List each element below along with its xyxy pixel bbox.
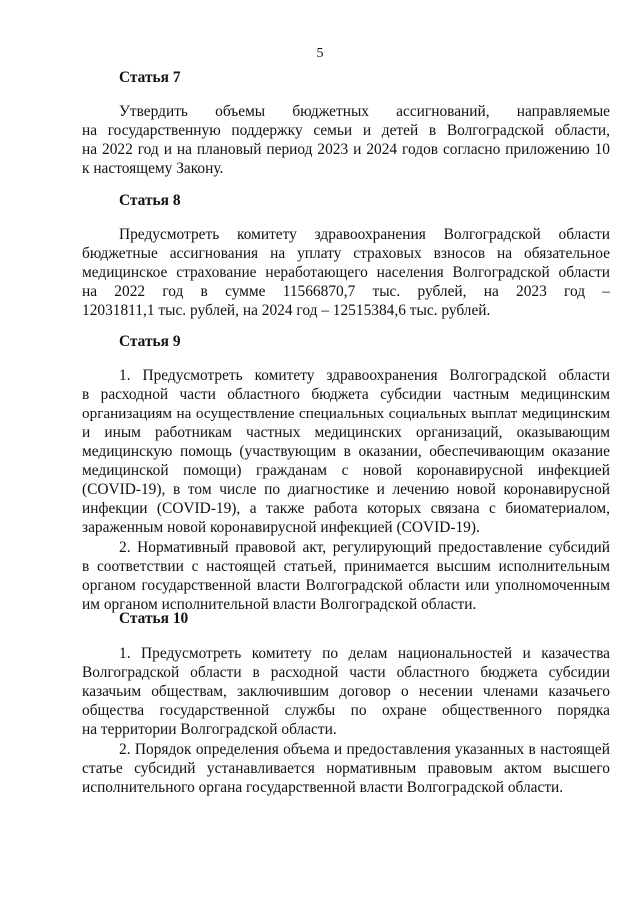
text-line: статье субсидий устанавливается нормативным правовым актом высшего	[82, 760, 610, 777]
text-line: в расходной части областного бюджета субсидии частным медицинским	[82, 386, 610, 403]
text-line: исполнительного органа государственной власти Волгоградской области.	[82, 779, 564, 796]
article-8-paragraph	[82, 225, 610, 320]
text-line: инфекции (COVID-19), а также работа которых связана с биоматериалом,	[82, 500, 610, 517]
article-9-paragraph-2	[82, 538, 610, 614]
text-line: на территории Волгоградской области.	[82, 721, 337, 738]
text-line: организациям на осуществление специальных социальных выплат медицинским	[82, 405, 610, 422]
text-line: Предусмотреть комитету здравоохранения Волгоградской области	[119, 226, 610, 243]
article-7-heading: Статья 7	[119, 69, 181, 86]
text-line: медицинскую помощь (участвующим в оказании, обеспечивающим оказание	[82, 443, 610, 460]
text-line: бюджетные ассигнования на уплату страховых взносов на обязательное	[82, 245, 610, 262]
text-line: к настоящему Закону.	[82, 160, 224, 177]
article-7-paragraph	[82, 102, 610, 178]
text-line: в соответствии с настоящей статьей, принимается высшим исполнительным	[82, 558, 610, 575]
page-number: 5	[316, 46, 324, 61]
article-10-paragraph-2	[82, 740, 610, 797]
text-line: на государственную поддержку семьи и детей в Волгоградской области,	[82, 122, 610, 139]
article-10-heading: Статья 10	[119, 610, 189, 627]
text-line: Волгоградской области в расходной части областного бюджета субсидии	[82, 664, 610, 681]
text-line: им органом исполнительной власти Волгоградской области.	[82, 596, 477, 613]
article-10-paragraph-1	[82, 644, 610, 739]
text-line: Утвердить объемы бюджетных ассигнований, направляемые	[119, 103, 610, 120]
article-8-heading: Статья 8	[119, 192, 181, 209]
text-line: органом государственной власти Волгоградской области или уполномоченным	[82, 577, 610, 594]
text-line: на 2022 год в сумме 11566870,7 тыс. рублей, на 2023 год –	[82, 283, 610, 300]
text-line: зараженным новой коронавирусной инфекцией (COVID-19).	[82, 519, 480, 536]
article-9-paragraph-1	[82, 366, 610, 537]
text-line: 12031811,1 тыс. рублей, на 2024 год – 12515384,6 тыс. рублей.	[82, 302, 491, 319]
text-line: 1. Предусмотреть комитету здравоохранения Волгоградской области	[119, 367, 610, 384]
text-line: общества государственной службы по охране общественного порядка	[82, 702, 610, 719]
text-line: медицинской помощи) гражданам с новой коронавирусной инфекцией	[82, 462, 610, 479]
article-9-heading: Статья 9	[119, 333, 181, 350]
text-line: медицинское страхование неработающего населения Волгоградской области	[82, 264, 610, 281]
text-line: на 2022 год и на плановый период 2023 и 2024 годов согласно приложению 10	[82, 141, 610, 158]
text-line: и иным работникам частных медицинских организаций, оказывающим	[82, 424, 610, 441]
text-line: казачьим обществам, заключившим договор о несении членами казачьего	[82, 683, 610, 700]
text-line: 1. Предусмотреть комитету по делам национальностей и казачества	[119, 645, 610, 662]
text-line: 2. Порядок определения объема и предоставления указанных в настоящей	[119, 741, 610, 758]
text-line: 2. Нормативный правовой акт, регулирующий предоставление субсидий	[119, 539, 610, 556]
text-line: (COVID-19), в том числе по диагностике и лечению новой коронавирусной	[82, 481, 610, 498]
